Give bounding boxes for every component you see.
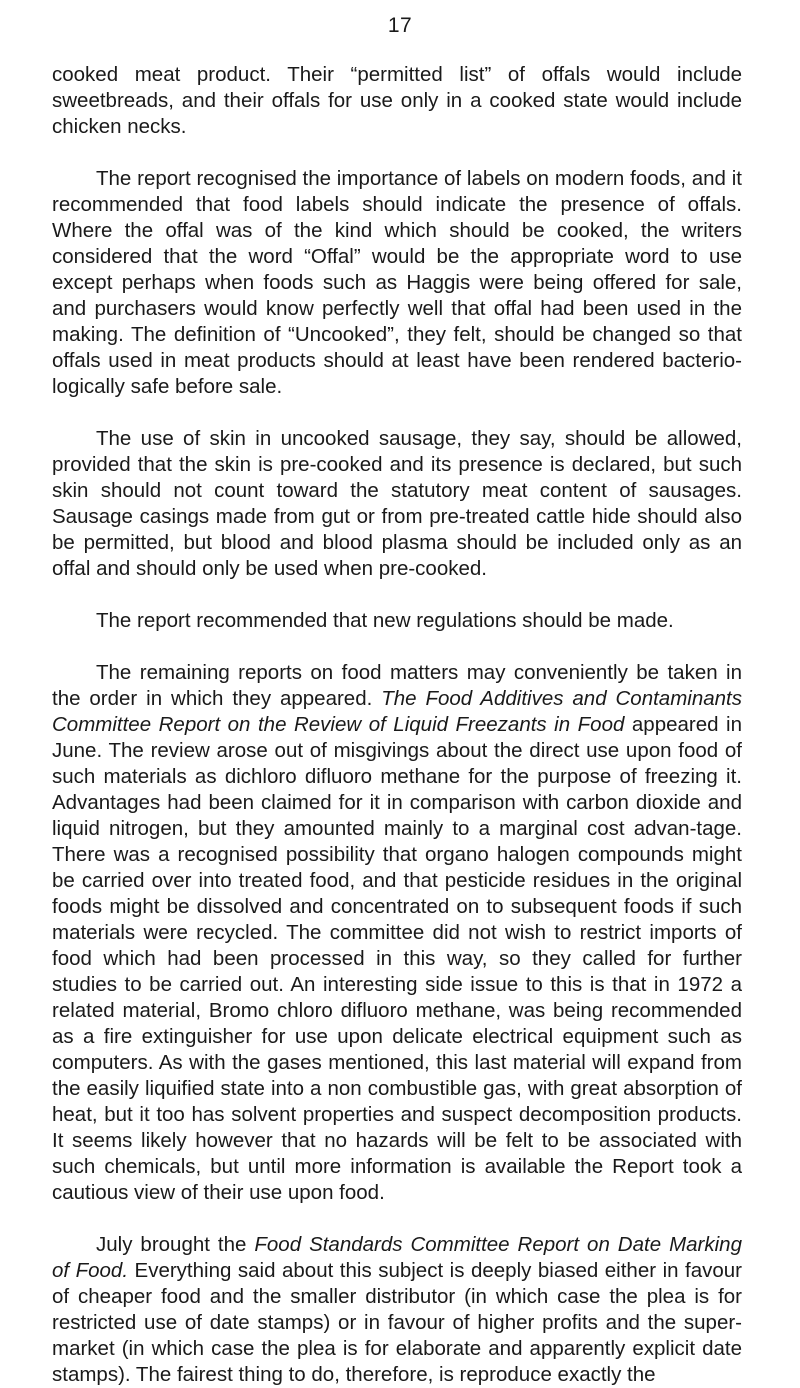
paragraph-text: appeared in June. The review arose out of misgivings about the direct use upon food of such materials as dichloro difluoro methane for the purpose of freezing it. Advantages had been claimed for it in comparison with carbon dioxide and liquid nitrogen, but they amounted mainly to a marginal cost advan-tage. There was a recognised possibility that organo halogen compounds might be carried over into treated food, and that pesticide residues in the original foods might be dissolved and concentrated on to subsequent foods if such materials were recycled. The committee did not wish to restrict imports of food which had been processed in this way, so they called for further studies to be carried out. An interesting side issue to this is that in 1972 a related material, Bromo chloro difluoro methane, was being recommended as a fire extinguisher for use upon delicate electrical equipment such as computers. As with the gases mentioned, this last material will expand from the easily liquified state into a non combustible gas, with great absorption of heat, but it too has solvent properties and suspect decomposition products. It seems likely however that no hazards will be felt to be associated with such chemicals, but until more information is available the Report took a cautious view of their use upon food. (52, 713, 742, 1204)
paragraph-labels (52, 166, 742, 400)
body-text (52, 62, 742, 1388)
report-title-date-marking: Food Standards Committee Report on Date Marking of Food. (52, 1233, 742, 1282)
report-title-freezants: The Food Additives and Contaminants Committee Report on the Review of Liquid Freezants in Food (52, 687, 742, 736)
paragraph-continuation (52, 62, 742, 140)
paragraph-text: July brought the (96, 1233, 255, 1256)
paragraph-sausage-skin (52, 426, 742, 582)
paragraph-text: cooked meat product. Their “permitted list” of offals would include sweetbreads, and their offals for use only in a cooked state would include chicken necks. (52, 63, 742, 138)
paragraph-regulations (52, 608, 742, 634)
paragraph-text: Everything said about this subject is deeply biased either in favour of cheaper food and the smaller distributor (in which case the plea is for restricted use of date stamps) or in favour of higher profits and the super-market (in which case the plea is for elaborate and apparently explicit date stamps). The fairest thing to do, therefore, is reproduce exactly the (52, 1259, 742, 1386)
paragraph-text: The report recognised the importance of labels on modern foods, and it recommended that food labels should indicate the presence of offals. Where the offal was of the kind which should be cooked, the writers considered that the word “Offal” would be the appropriate word to use except perhaps when foods such as Haggis were being offered for sale, and purchasers would know perfectly well that offal had been used in the making. The definition of “Uncooked”, they felt, should be changed so that offals used in meat products should at least have been rendered bacterio-logically safe before sale. (52, 167, 742, 398)
page-number: 17 (387, 14, 413, 37)
paragraph-text: The remaining reports on food matters may conveniently be taken in the order in which they appeared. (52, 661, 742, 710)
paragraph-liquid-freezants (52, 660, 742, 1206)
paragraph-date-marking (52, 1232, 742, 1388)
paragraph-text: The report recommended that new regulations should be made. (96, 609, 674, 632)
paragraph-text: The use of skin in uncooked sausage, they say, should be allowed, provided that the skin is pre-cooked and its presence is declared, but such skin should not count toward the statutory meat content of sausages. Sausage casings made from gut or from pre-treated cattle hide should also be permitted, but blood and blood plasma should be included only as an offal and should only be used when pre-cooked. (52, 427, 742, 580)
